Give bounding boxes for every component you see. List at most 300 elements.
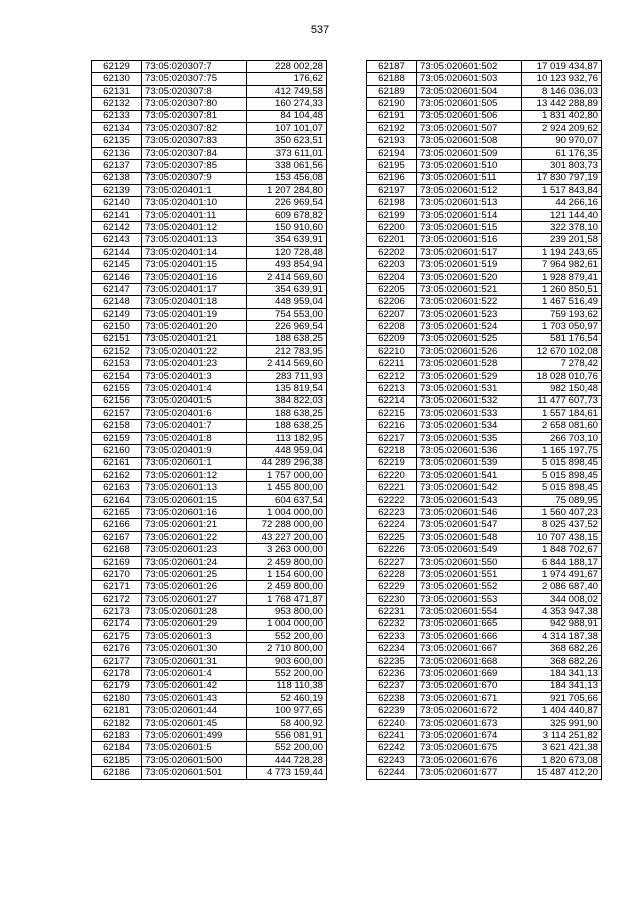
row-value: 1 165 197,75 [522,445,602,457]
row-number: 62157 [92,407,142,419]
row-value: 239 201,58 [522,234,602,246]
table-row [92,321,327,333]
row-number: 62152 [92,345,142,357]
row-number: 62219 [367,457,417,469]
row-value: 1 768 471,87 [247,593,327,605]
row-value: 412 749,58 [247,85,327,97]
table-row [367,767,602,779]
row-number: 62214 [367,395,417,407]
cadastral-number: 73:05:020601:535 [417,432,522,444]
row-number: 62164 [92,494,142,506]
row-value: 1 560 407,23 [522,507,602,519]
row-number: 62198 [367,197,417,209]
table-row [367,284,602,296]
row-value: 384 822,03 [247,395,327,407]
cadastral-number: 73:05:020401:20 [142,321,247,333]
row-number: 62224 [367,519,417,531]
cadastral-number: 73:05:020601:532 [417,395,522,407]
table-row [92,556,327,568]
table-row [367,259,602,271]
table-row [367,742,602,754]
row-value: 552 200,00 [247,630,327,642]
table-row [92,135,327,147]
cadastral-number: 73:05:020601:553 [417,593,522,605]
table-row [367,209,602,221]
cadastral-number: 73:05:020601:499 [142,730,247,742]
row-value: 953 800,00 [247,606,327,618]
cadastral-number: 73:05:020401:3 [142,370,247,382]
cadastral-number: 73:05:020601:15 [142,494,247,506]
row-value: 759 193,62 [522,308,602,320]
table-row [367,308,602,320]
table-row [92,284,327,296]
row-number: 62137 [92,160,142,172]
row-value: 368 682,26 [522,643,602,655]
row-value: 552 200,00 [247,668,327,680]
cadastral-number: 73:05:020601:671 [417,692,522,704]
row-number: 62221 [367,482,417,494]
row-number: 62170 [92,569,142,581]
row-value: 135 819,54 [247,383,327,395]
row-number: 62131 [92,85,142,97]
table-row [367,271,602,283]
row-value: 2 086 687,40 [522,581,602,593]
table-row [92,172,327,184]
row-number: 62138 [92,172,142,184]
row-value: 10 123 932,76 [522,73,602,85]
cadastral-number: 73:05:020601:520 [417,271,522,283]
table-row [92,730,327,742]
row-number: 62197 [367,184,417,196]
row-value: 84 104,48 [247,110,327,122]
row-number: 62162 [92,469,142,481]
cadastral-number: 73:05:020601:672 [417,705,522,717]
register-table-right [366,60,602,780]
row-value: 113 182,95 [247,432,327,444]
table-row [92,160,327,172]
table-row [92,507,327,519]
row-value: 184 341,13 [522,680,602,692]
table-row [367,569,602,581]
cadastral-number: 73:05:020601:524 [417,321,522,333]
row-number: 62163 [92,482,142,494]
cadastral-number: 73:05:020601:675 [417,742,522,754]
row-value: 448 959,04 [247,296,327,308]
row-value: 90 970,07 [522,135,602,147]
row-value: 301 803,73 [522,160,602,172]
cadastral-number: 73:05:020601:516 [417,234,522,246]
row-value: 188 638,25 [247,420,327,432]
row-number: 62173 [92,606,142,618]
row-number: 62148 [92,296,142,308]
table-row [92,308,327,320]
cadastral-number: 73:05:020601:21 [142,519,247,531]
row-value: 354 639,91 [247,284,327,296]
row-number: 62160 [92,445,142,457]
row-value: 188 638,25 [247,333,327,345]
table-row [92,519,327,531]
cadastral-number: 73:05:020401:16 [142,271,247,283]
cadastral-number: 73:05:020601:500 [142,754,247,766]
row-number: 62204 [367,271,417,283]
row-number: 62136 [92,147,142,159]
table-row [367,717,602,729]
row-number: 62133 [92,110,142,122]
table-row [92,494,327,506]
cadastral-number: 73:05:020401:4 [142,383,247,395]
row-value: 3 621 421,38 [522,742,602,754]
row-number: 62172 [92,593,142,605]
table-row [367,519,602,531]
row-number: 62169 [92,556,142,568]
table-row [92,581,327,593]
row-number: 62220 [367,469,417,481]
cadastral-number: 73:05:020601:513 [417,197,522,209]
cadastral-number: 73:05:020401:18 [142,296,247,308]
cadastral-number: 73:05:020601:512 [417,184,522,196]
row-value: 2 414 569,60 [247,271,327,283]
table-row [367,160,602,172]
table-row [92,407,327,419]
row-value: 283 711,93 [247,370,327,382]
row-number: 62186 [92,767,142,779]
cadastral-number: 73:05:020601:5 [142,742,247,754]
row-number: 62182 [92,717,142,729]
cadastral-number: 73:05:020307:8 [142,85,247,97]
cadastral-number: 73:05:020601:665 [417,618,522,630]
table-row [367,234,602,246]
row-number: 62205 [367,284,417,296]
row-number: 62151 [92,333,142,345]
row-number: 62240 [367,717,417,729]
row-number: 62168 [92,544,142,556]
cadastral-number: 73:05:020307:82 [142,122,247,134]
cadastral-number: 73:05:020307:80 [142,98,247,110]
table-row [367,531,602,543]
row-number: 62222 [367,494,417,506]
table-row [367,321,602,333]
table-row [92,370,327,382]
table-row [367,482,602,494]
cadastral-number: 73:05:020601:673 [417,717,522,729]
row-number: 62189 [367,85,417,97]
row-number: 62234 [367,643,417,655]
row-value: 52 460,19 [247,692,327,704]
row-number: 62241 [367,730,417,742]
row-value: 120 728,48 [247,246,327,258]
table-row [92,692,327,704]
cadastral-number: 73:05:020401:14 [142,246,247,258]
row-number: 62139 [92,184,142,196]
row-value: 1 757 000,00 [247,469,327,481]
row-value: 322 378,10 [522,222,602,234]
row-value: 754 553,00 [247,308,327,320]
table-row [367,730,602,742]
row-number: 62244 [367,767,417,779]
table-row [367,407,602,419]
row-value: 448 959,04 [247,445,327,457]
row-number: 62237 [367,680,417,692]
table-row [92,110,327,122]
row-number: 62153 [92,358,142,370]
cadastral-number: 73:05:020601:547 [417,519,522,531]
cadastral-number: 73:05:020601:42 [142,680,247,692]
row-number: 62175 [92,630,142,642]
row-value: 228 002,28 [247,61,327,73]
row-value: 266 703,10 [522,432,602,444]
cadastral-number: 73:05:020601:514 [417,209,522,221]
cadastral-number: 73:05:020401:6 [142,407,247,419]
row-number: 62194 [367,147,417,159]
table-row [367,184,602,196]
row-value: 2 459 800,00 [247,581,327,593]
row-value: 604 637,54 [247,494,327,506]
row-value: 2 414 569,60 [247,358,327,370]
cadastral-number: 73:05:020401:13 [142,234,247,246]
cadastral-number: 73:05:020601:27 [142,593,247,605]
row-value: 1 557 184,61 [522,407,602,419]
row-value: 72 288 000,00 [247,519,327,531]
cadastral-number: 73:05:020601:26 [142,581,247,593]
cadastral-number: 73:05:020601:29 [142,618,247,630]
table-row [92,383,327,395]
cadastral-number: 73:05:020601:670 [417,680,522,692]
table-row [367,222,602,234]
cadastral-number: 73:05:020601:519 [417,259,522,271]
row-value: 6 844 188,17 [522,556,602,568]
cadastral-number: 73:05:020401:21 [142,333,247,345]
row-number: 62178 [92,668,142,680]
row-number: 62180 [92,692,142,704]
row-value: 17 830 797,19 [522,172,602,184]
row-value: 100 977,65 [247,705,327,717]
row-value: 226 969,54 [247,321,327,333]
cadastral-number: 73:05:020601:526 [417,345,522,357]
table-row [92,593,327,605]
cadastral-number: 73:05:020601:546 [417,507,522,519]
table-row [367,556,602,568]
row-value: 1 820 673,08 [522,754,602,766]
row-number: 62196 [367,172,417,184]
table-row [92,85,327,97]
table-row [92,668,327,680]
row-value: 4 773 159,44 [247,767,327,779]
cadastral-number: 73:05:020601:503 [417,73,522,85]
row-value: 368 682,26 [522,655,602,667]
row-number: 62193 [367,135,417,147]
cadastral-number: 73:05:020601:504 [417,85,522,97]
row-number: 62195 [367,160,417,172]
row-value: 1 004 000,00 [247,618,327,630]
table-row [92,197,327,209]
cadastral-number: 73:05:020307:9 [142,172,247,184]
table-row [92,259,327,271]
row-number: 62242 [367,742,417,754]
row-number: 62238 [367,692,417,704]
cadastral-number: 73:05:020601:13 [142,482,247,494]
row-number: 62135 [92,135,142,147]
row-value: 1 848 702,67 [522,544,602,556]
table-row [367,655,602,667]
cadastral-number: 73:05:020601:22 [142,531,247,543]
row-number: 62190 [367,98,417,110]
row-value: 160 274,33 [247,98,327,110]
cadastral-number: 73:05:020401:8 [142,432,247,444]
row-number: 62166 [92,519,142,531]
row-number: 62184 [92,742,142,754]
row-number: 62191 [367,110,417,122]
table-row [367,197,602,209]
row-value: 2 710 800,00 [247,643,327,655]
cadastral-number: 73:05:020601:509 [417,147,522,159]
row-number: 62236 [367,668,417,680]
table-row [92,680,327,692]
row-value: 350 623,51 [247,135,327,147]
cadastral-number: 73:05:020601:12 [142,469,247,481]
row-number: 62226 [367,544,417,556]
row-number: 62243 [367,754,417,766]
cadastral-number: 73:05:020601:542 [417,482,522,494]
cadastral-number: 73:05:020601:521 [417,284,522,296]
row-number: 62156 [92,395,142,407]
table-row [92,184,327,196]
cadastral-number: 73:05:020401:12 [142,222,247,234]
table-row [92,705,327,717]
table-row [92,222,327,234]
table-row [92,246,327,258]
row-value: 2 924 209,62 [522,122,602,134]
row-value: 5 015 898,45 [522,469,602,481]
row-value: 7 278,42 [522,358,602,370]
row-number: 62228 [367,569,417,581]
row-value: 903 600,00 [247,655,327,667]
table-row [92,61,327,73]
cadastral-number: 73:05:020601:510 [417,160,522,172]
row-number: 62201 [367,234,417,246]
row-value: 325 991,90 [522,717,602,729]
row-number: 62212 [367,370,417,382]
table-row [367,296,602,308]
row-number: 62155 [92,383,142,395]
row-number: 62176 [92,643,142,655]
table-row [92,333,327,345]
table-row [92,122,327,134]
cadastral-number: 73:05:020601:24 [142,556,247,568]
table-row [92,98,327,110]
row-value: 58 400,92 [247,717,327,729]
table-row [92,234,327,246]
table-row [92,395,327,407]
row-value: 107 101,07 [247,122,327,134]
table-row [367,61,602,73]
cadastral-number: 73:05:020601:28 [142,606,247,618]
cadastral-number: 73:05:020601:23 [142,544,247,556]
cadastral-number: 73:05:020601:515 [417,222,522,234]
row-value: 184 341,13 [522,668,602,680]
row-number: 62159 [92,432,142,444]
row-value: 118 110,38 [247,680,327,692]
table-row [367,593,602,605]
table-row [367,383,602,395]
cadastral-number: 73:05:020601:30 [142,643,247,655]
row-number: 62209 [367,333,417,345]
row-number: 62132 [92,98,142,110]
table-row [367,469,602,481]
table-row [92,73,327,85]
row-number: 62134 [92,122,142,134]
row-value: 226 969,54 [247,197,327,209]
cadastral-number: 73:05:020601:507 [417,122,522,134]
row-value: 75 089,95 [522,494,602,506]
cadastral-number: 73:05:020601:3 [142,630,247,642]
cadastral-number: 73:05:020601:533 [417,407,522,419]
cadastral-number: 73:05:020601:549 [417,544,522,556]
row-number: 62144 [92,246,142,258]
row-value: 1 703 050,97 [522,321,602,333]
cadastral-number: 73:05:020401:22 [142,345,247,357]
table-row [367,358,602,370]
table-row [367,494,602,506]
row-number: 62177 [92,655,142,667]
table-row [367,606,602,618]
cadastral-number: 73:05:020401:9 [142,445,247,457]
table-row [367,370,602,382]
cadastral-number: 73:05:020401:17 [142,284,247,296]
row-number: 62239 [367,705,417,717]
row-value: 61 176,35 [522,147,602,159]
row-value: 1 467 516,49 [522,296,602,308]
row-number: 62140 [92,197,142,209]
table-row [367,692,602,704]
row-number: 62229 [367,581,417,593]
table-row [367,643,602,655]
row-number: 62147 [92,284,142,296]
cadastral-number: 73:05:020601:16 [142,507,247,519]
row-value: 1 004 000,00 [247,507,327,519]
row-number: 62208 [367,321,417,333]
row-value: 44 289 296,38 [247,457,327,469]
table-row [367,172,602,184]
table-row [92,618,327,630]
table-row [92,345,327,357]
row-number: 62213 [367,383,417,395]
row-number: 62188 [367,73,417,85]
row-value: 3 263 000,00 [247,544,327,556]
cadastral-number: 73:05:020601:522 [417,296,522,308]
row-number: 62174 [92,618,142,630]
cadastral-number: 73:05:020401:19 [142,308,247,320]
row-value: 17 019 434,87 [522,61,602,73]
row-value: 10 707 438,15 [522,531,602,543]
row-value: 12 670 102,08 [522,345,602,357]
row-value: 8 025 437,52 [522,519,602,531]
cadastral-number: 73:05:020401:1 [142,184,247,196]
row-value: 212 783,95 [247,345,327,357]
row-number: 62165 [92,507,142,519]
table-row [92,296,327,308]
row-value: 8 146 036,03 [522,85,602,97]
row-number: 62150 [92,321,142,333]
cadastral-number: 73:05:020601:551 [417,569,522,581]
table-row [367,457,602,469]
table-row [92,432,327,444]
table-row [92,767,327,779]
cadastral-number: 73:05:020601:506 [417,110,522,122]
table-row [92,630,327,642]
table-row [367,432,602,444]
row-value: 5 015 898,45 [522,457,602,469]
table-row [367,507,602,519]
